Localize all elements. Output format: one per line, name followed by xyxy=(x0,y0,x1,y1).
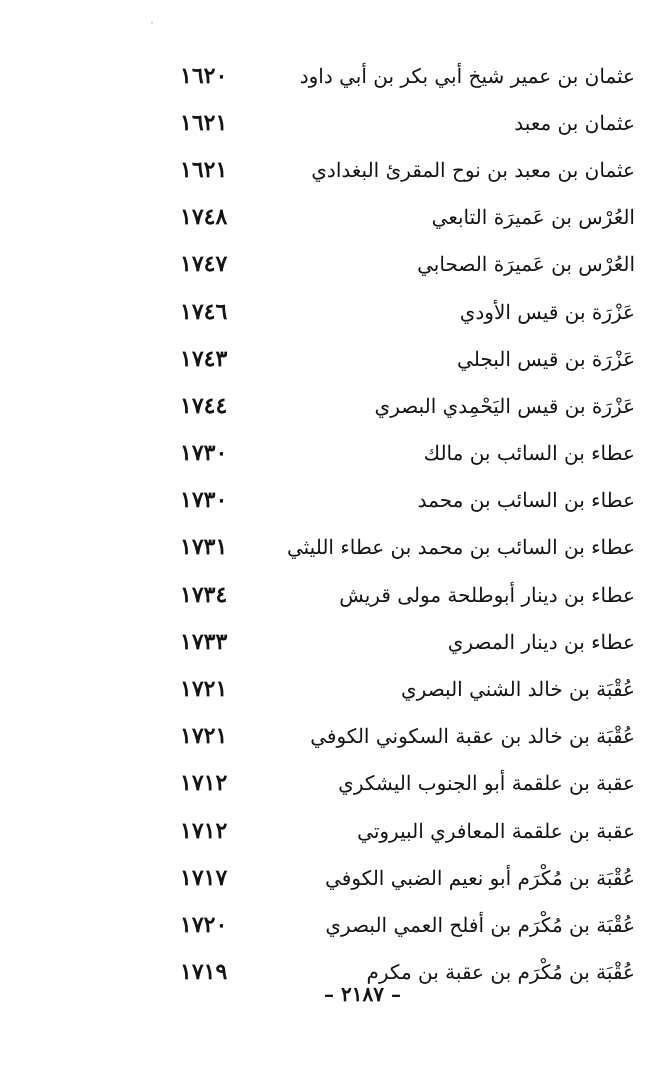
scan-speck xyxy=(151,22,153,24)
entry-name: عطاء بن السائب بن محمد بن عطاء الليثي xyxy=(286,535,635,560)
index-entry xyxy=(180,241,635,288)
entry-name: العُرْس بن عَميرَة التابعي xyxy=(431,205,635,230)
index-entry xyxy=(180,618,635,665)
index-entry xyxy=(180,430,635,477)
entry-reference-number: ١٧٤٤ xyxy=(180,392,228,419)
entry-reference-number: ١٧٤٦ xyxy=(180,298,228,325)
entry-name: عطاء بن السائب بن محمد xyxy=(417,488,635,513)
entry-reference-number: ١٦٢٠ xyxy=(180,62,228,89)
entry-reference-number: ١٧٤٨ xyxy=(180,204,228,231)
entry-reference-number: ١٧٣٠ xyxy=(180,440,228,467)
page-number: – ٢١٨٧ – xyxy=(324,982,401,1006)
index-entry xyxy=(180,146,635,193)
index-entry xyxy=(180,901,635,948)
index-entry xyxy=(180,854,635,901)
entry-reference-number: ١٧١٢ xyxy=(180,817,228,844)
entry-name: عُقْبَة بن مُكْرَم أبو نعيم الضبي الكوفي xyxy=(325,865,635,890)
entry-reference-number: ١٧٢٠ xyxy=(180,911,228,938)
entry-name: العُرْس بن عَميرَة الصحابي xyxy=(417,252,635,277)
entry-name: عثمان بن معبد بن نوح المقرئ البغدادي xyxy=(311,157,635,182)
entry-reference-number: ١٧٤٣ xyxy=(180,345,228,372)
entry-reference-number: ١٦٢١ xyxy=(180,156,228,183)
entry-reference-number: ١٧٣٠ xyxy=(180,487,228,514)
entry-reference-number: ١٦٢١ xyxy=(180,109,228,136)
entry-reference-number: ١٧١٧ xyxy=(180,864,228,891)
index-entry xyxy=(180,665,635,712)
index-entry xyxy=(180,807,635,854)
entry-reference-number: ١٧٢١ xyxy=(180,676,228,703)
entry-name: عَزْرَة بن قيس البجلي xyxy=(457,346,635,371)
entry-name: عَزْرَة بن قيس الأودي xyxy=(459,299,635,324)
entry-reference-number: ١٧٤٧ xyxy=(180,251,228,278)
entry-reference-number: ١٧١٢ xyxy=(180,770,228,797)
index-entry xyxy=(180,760,635,807)
entry-name: عقبة بن علقمة المعافري البيروتي xyxy=(357,818,635,843)
entry-reference-number: ١٧٣٣ xyxy=(180,628,228,655)
entry-name: عُقْبَة بن مُكْرَم بن أفلح العمي البصري xyxy=(325,912,635,937)
entry-name: عُقْبَة بن خالد الشني البصري xyxy=(401,677,635,702)
entry-name: عطاء بن دينار المصري xyxy=(447,629,635,654)
index-entry xyxy=(180,335,635,382)
index-entry xyxy=(180,194,635,241)
index-entry xyxy=(180,382,635,429)
index-entry xyxy=(180,288,635,335)
entry-name: عثمان بن عمير شيخ أبي بكر بن أبي داود xyxy=(299,63,635,88)
entry-name: عُقْبَة بن مُكْرَم بن عقبة بن مكرم xyxy=(366,960,635,985)
entry-reference-number: ١٧٣١ xyxy=(180,534,228,561)
entry-reference-number: ١٧٣٤ xyxy=(180,581,228,608)
index-entry xyxy=(180,524,635,571)
index-entry-list xyxy=(180,52,635,996)
index-entry xyxy=(180,52,635,99)
entry-reference-number: ١٧٢١ xyxy=(180,723,228,750)
entry-name: عُقْبَة بن خالد بن عقبة السكوني الكوفي xyxy=(310,724,635,749)
index-entry xyxy=(180,571,635,618)
entry-name: عطاء بن السائب بن مالك xyxy=(423,441,635,466)
entry-name: عطاء بن دينار أبوطلحة مولى قريش xyxy=(339,582,635,607)
index-entry xyxy=(180,477,635,524)
entry-name: عثمان بن معبد xyxy=(514,110,635,135)
entry-name: عقبة بن علقمة أبو الجنوب اليشكري xyxy=(338,771,635,796)
index-entry xyxy=(180,713,635,760)
page-footer xyxy=(0,982,665,1006)
entry-name: عَزْرَة بن قيس اليَحْمِدي البصري xyxy=(374,393,635,418)
index-entry xyxy=(180,99,635,146)
entry-reference-number: ١٧١٩ xyxy=(180,959,228,986)
